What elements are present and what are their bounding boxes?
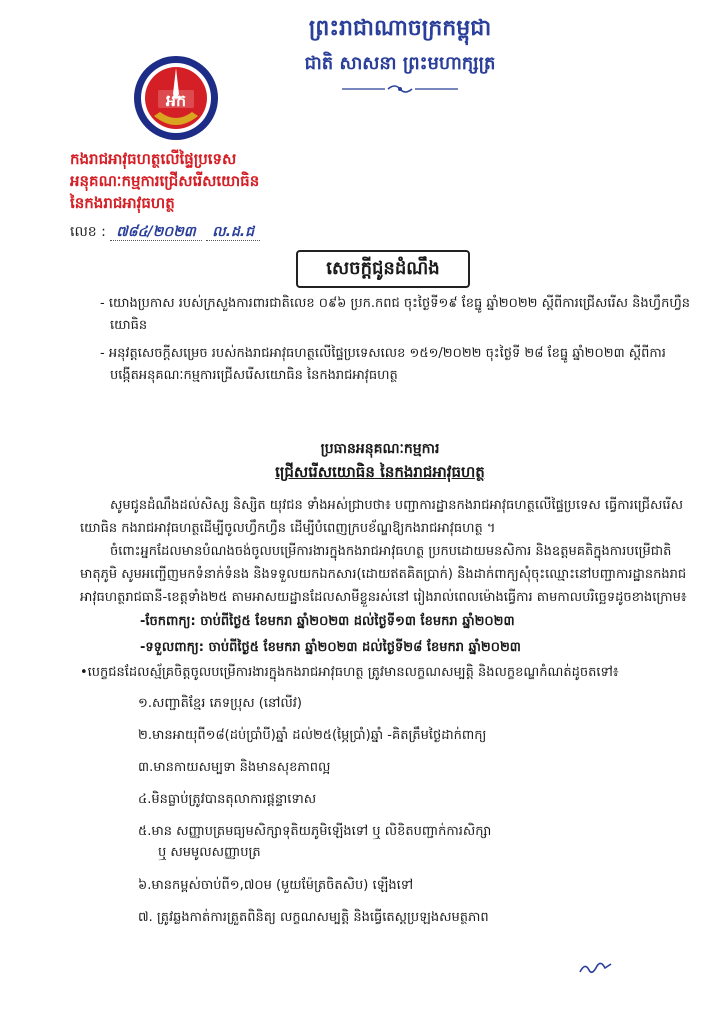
application-periods	[80, 609, 695, 661]
document-title: សេចក្ដីជូនដំណឹង	[296, 250, 470, 288]
ornament-icon	[340, 82, 460, 96]
period-reception: -ទទួលពាក្យ: ចាប់ពីថ្ងៃ៥ ខែមករា ឆ្នាំ២០២៣ ដល់ថ្ងៃទី២៨ ខែមករា ឆ្នាំ២០២៣	[140, 640, 521, 655]
motto-line: ជាតិ សាសនា ព្រះមហាក្សត្រ	[304, 53, 496, 74]
section-heading	[230, 438, 530, 484]
requirement-item: ២.មានអាយុពី១៨(ដប់ប្រាំបី)ឆ្នាំ ដល់២៥(ម្ភៃប្រាំ)ឆ្នាំ -គិតត្រឹមថ្ងៃដាក់ពាក្យ	[138, 728, 487, 743]
gendarmerie-logo	[132, 54, 220, 142]
heading-line-1: ប្រធានអនុគណៈកម្មការ	[320, 441, 440, 457]
issuer-block	[70, 148, 259, 214]
requirements-list	[80, 688, 695, 934]
requirements-intro: •បេក្ខជនដែលស្ម័គ្រចិត្តចូលបម្រើការងារក្នុងកងរាជអាវុធហត្ថ ត្រូវមានលក្ខណសម្បត្តិ និងលក្ខខណ្ឌកំណត់ដូចតទៅ៖	[80, 665, 619, 680]
requirement-item: ៤.មិនធ្លាប់ត្រូវបានតុលាការផ្ដន្ទាទោស	[138, 792, 317, 807]
period-distribution: -ចែកពាក្យ: ចាប់ពីថ្ងៃ៥ ខែមករា ឆ្នាំ២០២៣ ដល់ថ្ងៃទី១៣ ខែមករា ឆ្នាំ២០២៣	[140, 614, 515, 629]
ref-label: លេខ :	[70, 224, 106, 240]
requirement-item: ៧. ត្រូវឆ្លងកាត់ការត្រួតពិនិត្យ លក្ខណសម្បត្តិ និងធ្វើតេស្តប្រឡងសមត្ថភាព	[138, 910, 489, 925]
issuer-line-1: កងរាជអាវុធហត្ថលើផ្ទៃប្រទេស	[70, 150, 237, 168]
kingdom-header	[270, 14, 530, 100]
kingdom-line: ព្រះរាជាណាចក្រកម្ពុជា	[308, 16, 492, 41]
heading-line-2: ជ្រើសរើសយោធិន នៃកងរាជអាវុធហត្ថ	[275, 463, 485, 481]
requirement-item-continuation: ឬ សមមូលសញ្ញាបត្រ	[158, 845, 261, 860]
ref-suffix: ល.ដ.ជ	[206, 224, 260, 241]
issuer-line-3: នៃកងរាជអាវុធហត្ថ	[70, 194, 175, 212]
notice-body	[80, 494, 695, 934]
reference-number	[70, 222, 260, 243]
ref-number: ៧៨៤/២០២៣	[110, 224, 202, 241]
issuer-line-2: អនុគណៈកម្មការជ្រើសរើសយោធិន	[70, 172, 260, 190]
paragraph-2: ចំពោះអ្នកដែលមានបំណងចង់ចូលបម្រើការងារក្នុងកងរាជអាវុធហត្ថ ប្រកបដោយមនសិការ និងឧត្តមគតិក្នុងការបម្រើជាតិមាតុភូមិ សូមអញ្ជើញមកទំនាក់ទំនង និងទទួលយកឯកសារ(ដោយឥតគិតប្រាក់) និងដាក់ពាក្យសុំចុះឈ្មោះនៅបញ្ជាការដ្ឋានកងរាជអាវុធហត្ថរាជធានី-ខេត្តទាំង២៥ តាមអាសយដ្ឋានដែលសាមីខ្លួនរស់នៅ រៀងរាល់ពេលម៉ោងធ្វើការ តាមកាលបរិច្ឆេទដូចខាងក្រោម៖	[80, 544, 687, 605]
logo-text: អក	[165, 91, 187, 110]
reference-item: - យោងប្រកាស របស់ក្រសួងការពារជាតិលេខ ០៩៦ ប្រក.កពជ ចុះថ្ងៃទី១៩ ខែធ្នូ ឆ្នាំ២០២២ ស្ដីពីការជ្រើសរើស និងហ្វឹកហ្វឺនយោធិន	[100, 296, 690, 333]
requirement-item: ៣.មានកាយសម្បទា និងមានសុខភាពល្អ	[138, 760, 331, 775]
paragraph-1: សូមជូនដំណឹងដល់សិស្ស និស្សិត យុវជន ទាំងអស់ជ្រាបថា៖ បញ្ជាការដ្ឋានកងរាជអាវុធហត្ថលើផ្ទៃប្រទេស ធ្វើការជ្រើសរើសយោធិន កងរាជអាវុធហត្ថដើម្បីចូលហ្វឹកហ្វឺន ដើម្បីបំពេញក្របខ័ណ្ឌឱ្យកងរាជអាវុធហត្ថ ។	[80, 498, 683, 536]
legal-references	[100, 293, 690, 393]
requirement-item: ១.សញ្ជាតិខ្មែរ ភេទប្រុស (នៅលីវ)	[138, 696, 302, 711]
requirement-item: ៦.មានកម្ពស់ចាប់ពី១,៧០ម (មួយម៉ែត្រចិតសិប) ឡើងទៅ	[138, 878, 414, 893]
reference-item: - អនុវត្តសេចក្ដីសម្រេច របស់កងរាជអាវុធហត្ថលើផ្ទៃប្រទេសលេខ ១៥១/២០២២ ចុះថ្ងៃទី ២៨ ខែធ្នូ ឆ្នាំ២០២៣ ស្ដីពីការបង្កើតអនុគណៈកម្មការជ្រើសរើសយោធិន នៃកងរាជអាវុធហត្ថ	[100, 346, 666, 383]
requirement-item: ៥.មាន សញ្ញាបត្រមធ្យមសិក្សាទុតិយភូមិឡើងទៅ ឬ លិខិតបញ្ជាក់ការសិក្សា	[138, 824, 492, 839]
initial-signature-icon	[577, 956, 613, 978]
